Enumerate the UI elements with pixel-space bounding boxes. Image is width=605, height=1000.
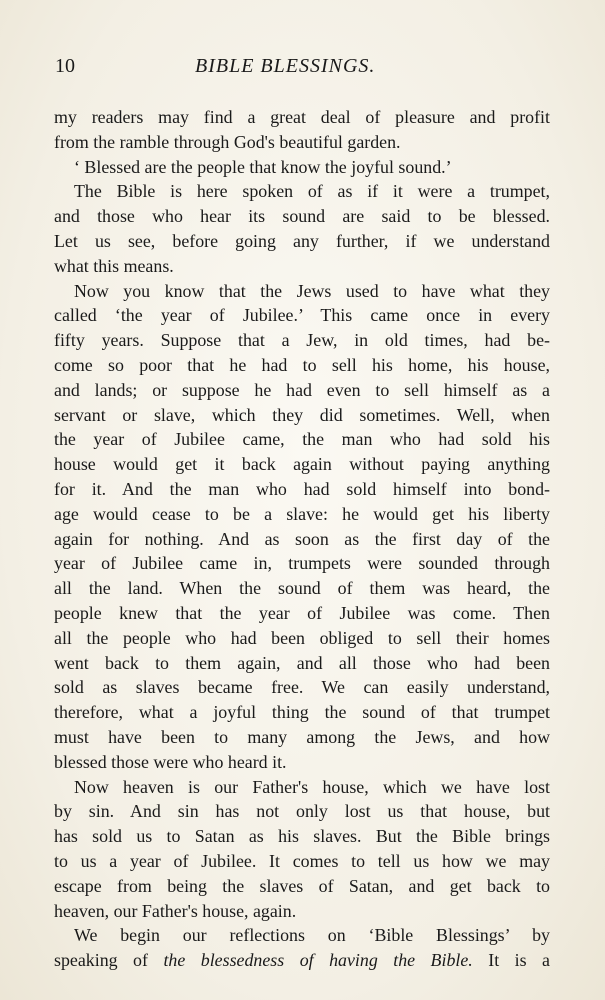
text-line: from the ramble through God's beautiful garden. [54,131,401,152]
scripture-quotation: ‘ Blessed are the people that know the joyful sound.’ [74,156,452,177]
text-line: must have been to many among the Jews, and how [54,726,550,747]
text-line: blessed those were who heard it. [54,751,287,772]
text-line: Now you know that the Jews used to have what they [74,280,550,301]
text-line: Now heaven is our Father's house, which we have lost [74,776,550,797]
text-run: speaking of [54,950,164,971]
text-line: age would cease to be a slave: he would get his liberty [54,503,550,524]
text-line: has sold us to Satan as his slaves. But the Bible brings [54,826,550,847]
text-line: come so poor that he had to sell his home, his house, [54,354,550,375]
text-line: house would get it back again without paying anything [54,454,550,475]
running-head [50,55,560,83]
text-line: heaven, our Father's house, again. [54,900,297,921]
text-line: called ‘the year of Jubilee.’ This came once in every [54,305,550,326]
text-line: again for nothing. And as soon as the first day of the [54,528,550,549]
page-number: 10 [55,55,75,77]
body-text [54,105,550,973]
text-line: fifty years. Suppose that a Jew, in old times, had be- [54,330,550,351]
text-line: the year of Jubilee came, the man who had sold his [54,429,550,450]
text-line: We begin our reflections on ‘Bible Blessings’ by [74,925,550,946]
text-line: therefore, what a joyful thing the sound of that trumpet [54,702,550,723]
text-line: for it. And the man who had sold himself into bond- [54,478,550,499]
text-line: all the people who had been obliged to sell their homes [54,627,550,648]
book-title: BIBLE BLESSINGS. [195,55,376,77]
text-line: what this means. [54,255,174,276]
text-line: escape from being the slaves of Satan, and get back to [54,875,550,896]
emphasized-phrase: the blessedness of having the Bible. [163,950,473,971]
text-line: people knew that the year of Jubilee was come. Then [54,602,550,623]
text-line: all the land. When the sound of them was heard, the [54,578,550,599]
text-line: to us a year of Jubilee. It comes to tell us how we may [54,850,550,871]
text-line: servant or slave, which they did sometimes. Well, when [54,404,550,425]
text-line: by sin. And sin has not only lost us that house, but [54,801,550,822]
text-line: went back to them again, and all those who had been [54,652,550,673]
text-run: It is a [472,950,550,971]
text-line: year of Jubilee came in, trumpets were sounded through [54,553,550,574]
text-line: and lands; or suppose he had even to sell himself as a [54,379,550,400]
text-line-with-emphasis [54,948,550,973]
text-line: The Bible is here spoken of as if it were a trumpet, [74,181,550,202]
text-line: and those who hear its sound are said to be blessed. [54,206,550,227]
text-line: Let us see, before going any further, if we understand [54,230,550,251]
text-line: sold as slaves became free. We can easily understand, [54,677,550,698]
text-line: my readers may find a great deal of pleasure and profit [54,107,550,127]
